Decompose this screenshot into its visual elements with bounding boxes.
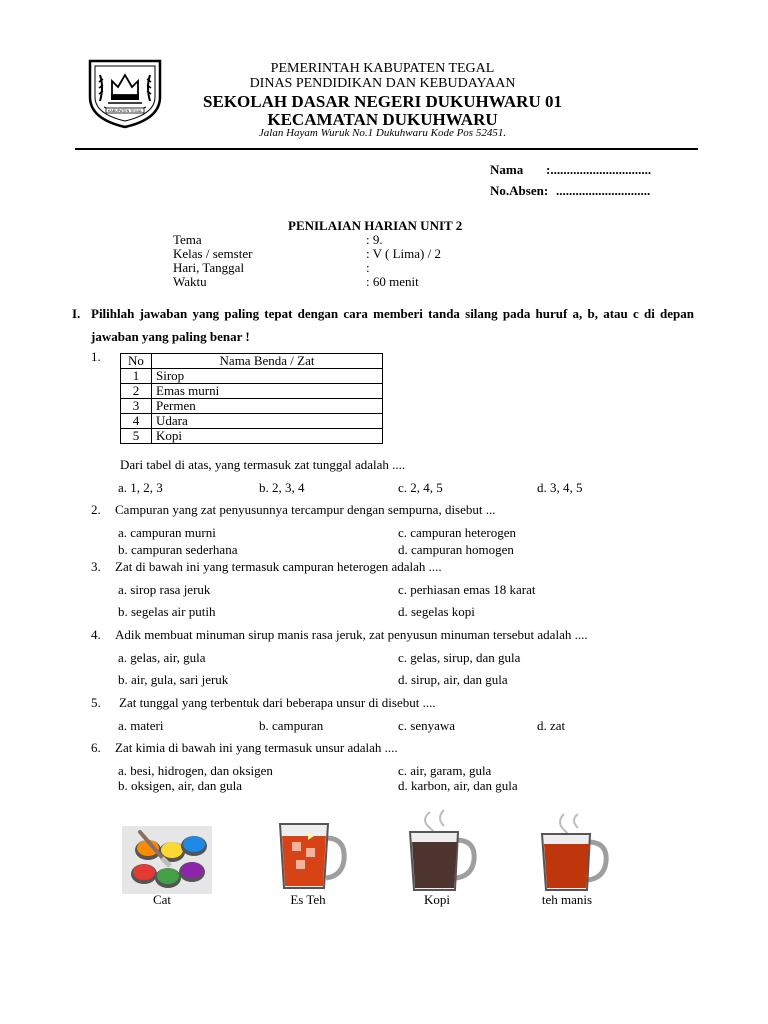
q5-option-c[interactable]: c. senyawa — [398, 718, 456, 733]
substance-table — [120, 353, 383, 444]
table-cell-name: Udara — [152, 414, 383, 429]
table-cell-no: 4 — [121, 414, 152, 429]
q2-option-a[interactable]: a. campuran murni — [118, 525, 216, 540]
q1-number: 1. — [91, 349, 101, 364]
q1-option-b[interactable]: b. 2, 3, 4 — [259, 480, 305, 495]
table-cell-no: 3 — [121, 399, 152, 414]
q6-option-b[interactable]: b. oksigen, air, dan gula — [118, 778, 243, 793]
sweet-tea-mug-image — [532, 808, 612, 894]
info-value-waktu: : 60 menit — [366, 274, 419, 289]
q3-option-b[interactable]: b. segelas air putih — [118, 604, 216, 619]
q2-option-d[interactable]: d. campuran homogen — [398, 542, 514, 557]
q5-option-a[interactable]: a. materi — [118, 718, 164, 733]
q1-option-d[interactable]: d. 3, 4, 5 — [537, 480, 583, 495]
q4-option-d[interactable]: d. sirup, air, dan gula — [398, 672, 508, 687]
table-row — [121, 414, 383, 429]
q4-option-b[interactable]: b. air, gula, sari jeruk — [118, 672, 229, 687]
q3-number: 3. — [91, 559, 101, 574]
q4-text: Adik membuat minuman sirup manis rasa jeruk, zat penyusun minuman tersebut adalah .... — [115, 627, 588, 642]
table-cell-name: Emas murni — [152, 384, 383, 399]
table-cell-name: Sirop — [152, 369, 383, 384]
name-field[interactable]: :............................... — [546, 162, 652, 177]
header-school-name: SEKOLAH DASAR NEGERI DUKUHWARU 01 — [203, 92, 562, 111]
table-row — [121, 399, 383, 414]
table-cell-name: Permen — [152, 399, 383, 414]
table-cell-no: 2 — [121, 384, 152, 399]
name-label: Nama — [490, 162, 524, 177]
q3-option-d[interactable]: d. segelas kopi — [398, 604, 475, 619]
q2-option-b[interactable]: b. campuran sederhana — [118, 542, 238, 557]
header-divider — [75, 148, 698, 150]
q6-option-d[interactable]: d. karbon, air, dan gula — [398, 778, 518, 793]
q6-option-c[interactable]: c. air, garam, gula — [398, 763, 492, 778]
header-address: Jalan Hayam Wuruk No.1 Dukuhwaru Kode Pos 52451. — [258, 127, 507, 139]
caption-teh-manis: teh manis — [541, 892, 593, 907]
absen-field[interactable]: ............................. — [556, 183, 651, 198]
info-value-kelas: : V ( Lima) / 2 — [366, 246, 441, 261]
q4-option-a[interactable]: a. gelas, air, gula — [118, 650, 206, 665]
q5-text: Zat tunggal yang terbentuk dari beberapa unsur di disebut .... — [119, 695, 436, 710]
table-cell-no: 1 — [121, 369, 152, 384]
section-number: I. — [72, 306, 81, 321]
table-header-no: No — [121, 354, 152, 369]
q3-text: Zat di bawah ini yang termasuk campuran heterogen adalah .... — [115, 559, 442, 574]
regency-logo — [84, 57, 166, 129]
q3-option-c[interactable]: c. perhiasan emas 18 karat — [398, 582, 536, 597]
absen-label: No.Absen: — [490, 183, 549, 198]
header-department: DINAS PENDIDIKAN DAN KEBUDAYAAN — [249, 76, 516, 91]
table-row — [121, 384, 383, 399]
info-label-hari: Hari, Tanggal — [173, 260, 245, 275]
q1-option-c[interactable]: c. 2, 4, 5 — [398, 480, 443, 495]
q6-text: Zat kimia di bawah ini yang termasuk unsur adalah .... — [115, 740, 398, 755]
table-row — [121, 429, 383, 444]
q5-number: 5. — [91, 695, 101, 710]
info-value-tema: : 9. — [366, 232, 383, 247]
info-label-tema: Tema — [173, 232, 202, 247]
table-cell-name: Kopi — [152, 429, 383, 444]
paint-cans-image — [122, 826, 212, 894]
q5-option-b[interactable]: b. campuran — [259, 718, 324, 733]
caption-es-teh: Es Teh — [290, 892, 326, 907]
info-label-kelas: Kelas / semster — [173, 246, 253, 261]
q2-option-c[interactable]: c. campuran heterogen — [398, 525, 517, 540]
caption-kopi: Kopi — [424, 892, 450, 907]
table-cell-no: 5 — [121, 429, 152, 444]
q3-option-a[interactable]: a. sirop rasa jeruk — [118, 582, 211, 597]
info-label-waktu: Waktu — [173, 274, 207, 289]
caption-cat: Cat — [152, 892, 172, 907]
table-header-row — [121, 354, 383, 369]
q4-option-c[interactable]: c. gelas, sirup, dan gula — [398, 650, 521, 665]
iced-tea-mug-image — [268, 816, 350, 894]
q1-text: Dari tabel di atas, yang termasuk zat tunggal adalah .... — [120, 457, 406, 472]
q4-number: 4. — [91, 627, 101, 642]
q6-option-a[interactable]: a. besi, hidrogen, dan oksigen — [118, 763, 273, 778]
q1-option-a[interactable]: a. 1, 2, 3 — [118, 480, 163, 495]
q2-number: 2. — [91, 502, 101, 517]
table-header-name: Nama Benda / Zat — [152, 354, 383, 369]
coffee-mug-image — [400, 806, 480, 894]
section-instruction: Pilihlah jawaban yang paling tepat dengan cara memberi tanda silang pada huruf a, b, atau c di depan jawaban yang paling benar ! — [91, 306, 694, 344]
info-value-hari: : — [366, 260, 370, 275]
header-district: KECAMATAN DUKUHWARU — [267, 110, 498, 129]
header-government: PEMERINTAH KABUPATEN TEGAL — [270, 61, 495, 76]
logo-banner-text: KABUPATEN TEGAL — [108, 109, 142, 113]
exam-title: PENILAIAN HARIAN UNIT 2 — [288, 218, 463, 233]
q6-number: 6. — [91, 740, 101, 755]
q5-option-d[interactable]: d. zat — [537, 718, 566, 733]
q2-text: Campuran yang zat penyusunnya tercampur dengan sempurna, disebut ... — [115, 502, 496, 517]
table-row — [121, 369, 383, 384]
